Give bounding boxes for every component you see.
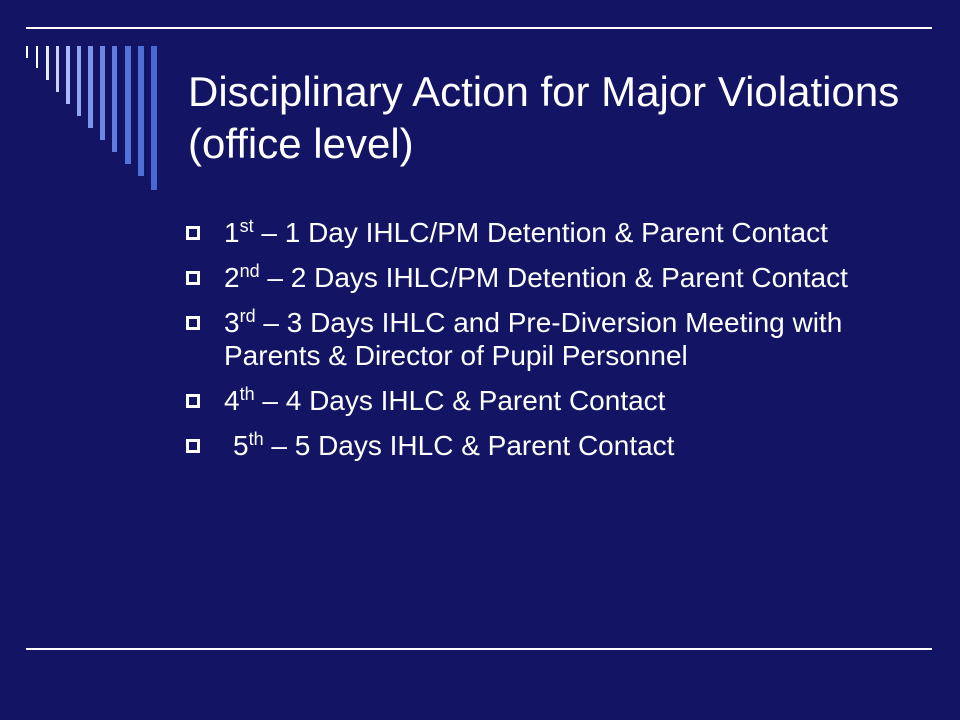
stripe [100, 46, 105, 140]
stripe [77, 46, 81, 116]
stripe [112, 46, 117, 152]
list-item [186, 216, 906, 249]
hollow-square-icon [186, 394, 200, 408]
stripe [125, 46, 131, 164]
hollow-square-icon [186, 439, 200, 453]
hollow-square-icon [186, 226, 200, 240]
ordinal-number: 1 [224, 217, 240, 248]
list-item [186, 429, 906, 462]
bottom-rule [26, 648, 932, 650]
ordinal-number: 5 [233, 430, 249, 461]
bullet-text: – 3 Days IHLC and Pre-Diversion Meeting with Parents & Director of Pupil Personnel [224, 307, 843, 371]
ordinal-suffix: st [239, 216, 254, 236]
bullet-text: – 4 Days IHLC & Parent Contact [254, 385, 666, 416]
ordinal [233, 430, 264, 461]
ordinal [224, 262, 260, 293]
slide-title: Disciplinary Action for Major Violations (office level) [188, 68, 900, 167]
stripe [88, 46, 93, 128]
stripe [56, 46, 59, 92]
list-item [186, 306, 906, 372]
stripe [26, 46, 28, 58]
decorative-stripes [0, 0, 170, 200]
ordinal-suffix: nd [239, 261, 260, 281]
hollow-square-icon [186, 316, 200, 330]
ordinal [224, 217, 254, 248]
ordinal [224, 307, 256, 338]
ordinal-number: 3 [224, 307, 240, 338]
stripe [66, 46, 70, 104]
bullet-text: – 2 Days IHLC/PM Detention & Parent Contact [259, 262, 848, 293]
ordinal-number: 4 [224, 385, 240, 416]
stripe [36, 46, 38, 68]
bullet-text: – 1 Day IHLC/PM Detention & Parent Contact [253, 217, 828, 248]
list-item [186, 384, 906, 417]
ordinal-suffix: th [239, 384, 255, 404]
bullet-list [186, 216, 906, 474]
stripe [46, 46, 49, 80]
hollow-square-icon [186, 271, 200, 285]
stripe [151, 46, 157, 190]
ordinal-number: 2 [224, 262, 240, 293]
list-item [186, 261, 906, 294]
ordinal-suffix: rd [239, 306, 256, 326]
ordinal-suffix: th [248, 429, 264, 449]
stripe [138, 46, 144, 176]
bullet-text: – 5 Days IHLC & Parent Contact [263, 430, 675, 461]
ordinal [224, 385, 255, 416]
